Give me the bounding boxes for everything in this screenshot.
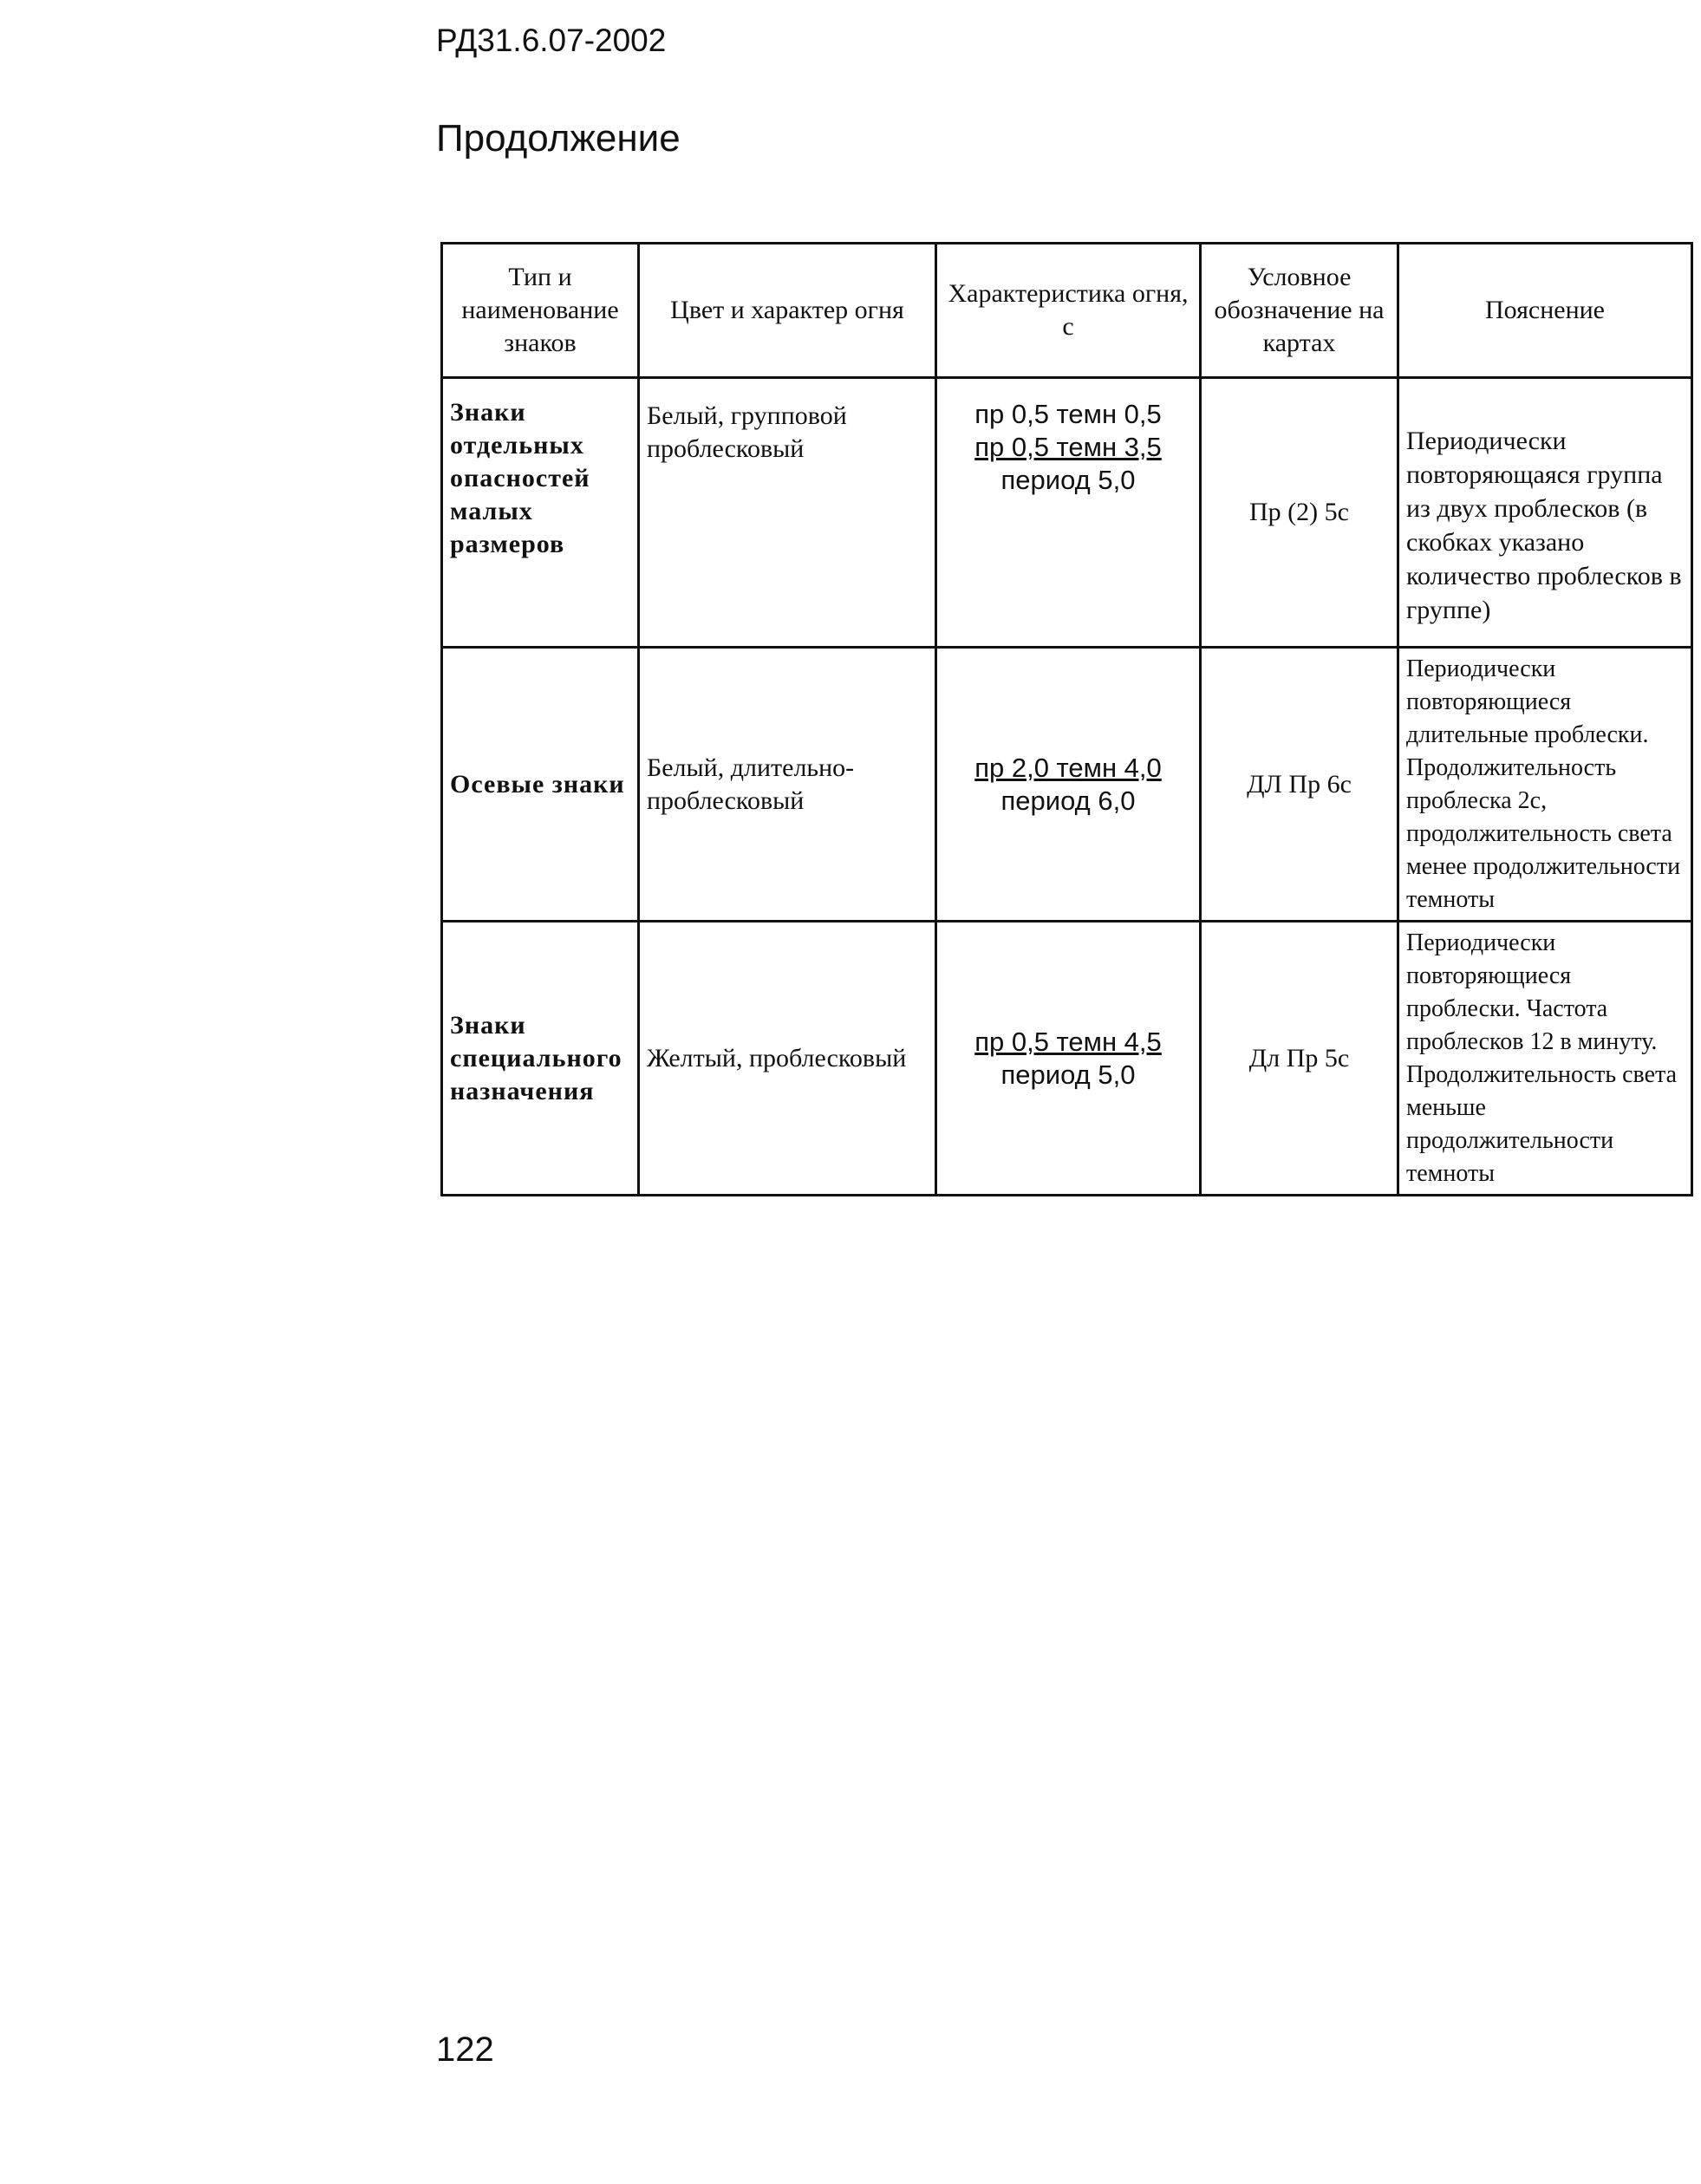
cell-chart-symbol: Пр (2) 5с xyxy=(1201,378,1398,648)
char-line: период 5,0 xyxy=(1000,465,1136,495)
cell-note: Периодически повторяющиеся проблески. Частота проблесков 12 в минуту. Продолжительность света меньше продолжительности темноты xyxy=(1398,922,1692,1196)
col-header-chart-symbol: Условное обозначение на картах xyxy=(1201,244,1398,378)
cell-color: Белый, групповой проблесковый xyxy=(639,378,936,648)
lights-table xyxy=(440,242,1693,1196)
col-header-characteristic: Характеристика огня, с xyxy=(936,244,1201,378)
cell-characteristic xyxy=(936,648,1201,922)
char-line: пр 0,5 темн 3,5 xyxy=(974,432,1162,462)
cell-note: Периодически повторяющиеся длительные проблески. Продолжительность проблеска 2с, продолжительность света менее продолжительности темноты xyxy=(1398,648,1692,922)
cell-type: Знаки специального назначения xyxy=(442,922,639,1196)
char-line: пр 0,5 темн 4,5 xyxy=(974,1026,1162,1057)
cell-color: Белый, длительно-проблесковый xyxy=(639,648,936,922)
cell-characteristic xyxy=(936,922,1201,1196)
cell-chart-symbol: ДЛ Пр 6с xyxy=(1201,648,1398,922)
cell-characteristic xyxy=(936,378,1201,648)
char-line: период 6,0 xyxy=(1000,785,1136,816)
cell-chart-symbol: Дл Пр 5с xyxy=(1201,922,1398,1196)
char-line: пр 0,5 темн 0,5 xyxy=(974,399,1162,429)
cell-note: Периодически повторяющаяся группа из двух проблесков (в скобках указано количество проблесков в группе) xyxy=(1398,378,1692,648)
cell-type: Осевые знаки xyxy=(442,648,639,922)
document-code: РД31.6.07-2002 xyxy=(436,23,667,58)
cell-type: Знаки отдельных опасностей малых размеров xyxy=(442,378,639,648)
col-header-color: Цвет и характер огня xyxy=(639,244,936,378)
char-line: период 5,0 xyxy=(1000,1059,1136,1090)
page-number: 122 xyxy=(436,2031,494,2069)
continuation-heading: Продолжение xyxy=(436,117,681,160)
char-line: пр 2,0 темн 4,0 xyxy=(974,752,1162,783)
cell-color: Желтый, проблесковый xyxy=(639,922,936,1196)
table-header-row xyxy=(442,244,1692,378)
table-row xyxy=(442,922,1692,1196)
table-row xyxy=(442,648,1692,922)
table-row xyxy=(442,378,1692,648)
col-header-type: Тип и наименование знаков xyxy=(442,244,639,378)
col-header-note: Пояснение xyxy=(1398,244,1692,378)
